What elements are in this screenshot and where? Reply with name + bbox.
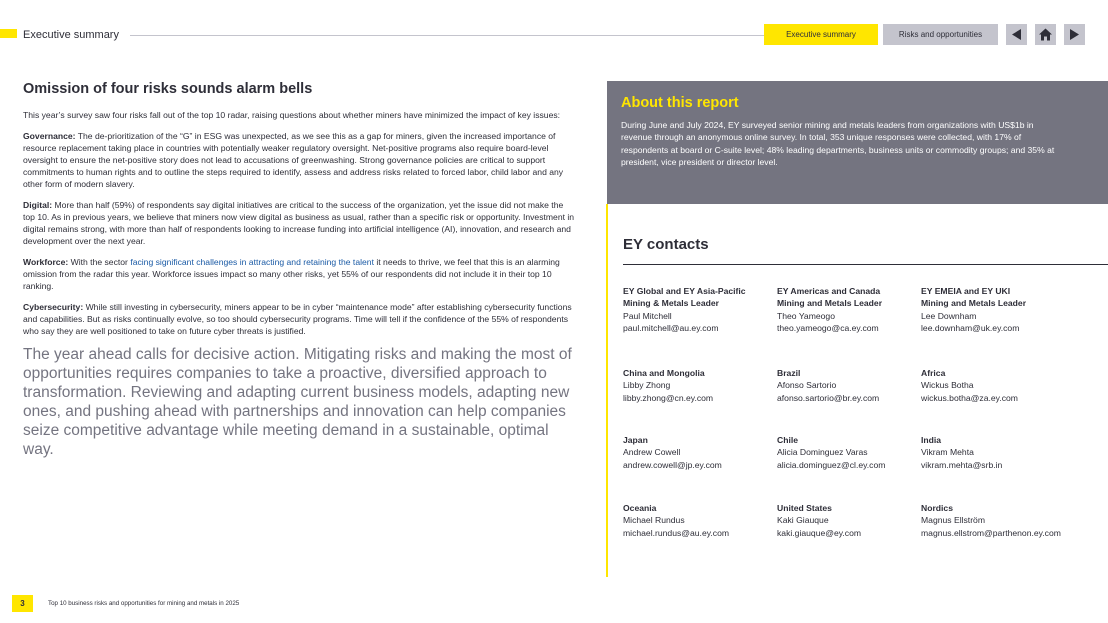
contacts-divider xyxy=(623,264,1108,265)
contact-card xyxy=(921,367,1018,404)
contact-name: Michael Rundus xyxy=(623,515,685,526)
contact-region: EY EMEIA and EY UKI xyxy=(921,286,1011,296)
about-text: During June and July 2024, EY surveyed senior mining and metals leaders from organizations with US$1b in revenue through an anonymous online survey. In total, 353 unique responses were collected, with 17% of respondents at board or C-suite level; 48% leading departments, business units or commodity groups; and 35% at president, vice president or director level. xyxy=(621,120,1055,168)
contact-name: Magnus Ellström xyxy=(921,515,985,526)
workforce-text-before: With the sector xyxy=(68,257,131,267)
contact-email[interactable]: andrew.cowell@jp.ey.com xyxy=(623,459,722,470)
contact-email[interactable]: paul.mitchell@au.ey.com xyxy=(623,323,719,334)
contacts-accent-bar xyxy=(606,204,608,577)
contact-card xyxy=(777,285,882,335)
digital-text: More than half (59%) of respondents say digital initiatives are critical to the success of the organization, yet the issue did not make the top 10. As in previous years, we believe that miners now view digital as business as usual, rather than a specific risk or opportunity. Investment in digital remains strong, with more than half of respondents looking to increase funding into artificial intelligence (AI), innovation, and research and development over the next year. xyxy=(23,200,575,246)
cybersecurity-label: Cybersecurity: xyxy=(23,302,84,312)
talent-link[interactable]: facing significant challenges in attracting and retaining the talent xyxy=(130,257,374,267)
governance-text: The de-prioritization of the “G” in ESG was unexpected, as we see this as a gap for miners, given the increased importance of resource replacement taking place in countries with potentially weaker regulatory oversight. Net-positive programs also require board-level oversight to ensure the net-positive story does not lead to accusations of greenwashing. Strong governance policies are critical to support commitments to human rights and to outline the steps required to identify, assess and address risks related to forced labor, child labor and any other form of modern slavery. xyxy=(23,131,564,189)
workforce-paragraph xyxy=(23,256,575,292)
contact-role: Mining and Metals Leader xyxy=(921,298,1027,309)
contact-region: Africa xyxy=(921,368,946,378)
contact-region: Chile xyxy=(777,435,799,445)
contact-email[interactable]: michael.rundus@au.ey.com xyxy=(623,527,730,538)
contact-card xyxy=(623,434,722,471)
main-article xyxy=(23,81,575,459)
cybersecurity-paragraph xyxy=(23,301,575,337)
contact-role: Mining & Metals Leader xyxy=(623,298,719,309)
contact-name: Lee Downham xyxy=(921,310,977,321)
section-marker xyxy=(0,29,17,38)
contact-card xyxy=(921,285,1026,335)
about-report-panel xyxy=(607,81,1108,204)
tab-executive-summary[interactable]: Executive summary xyxy=(764,24,878,45)
contact-name: Andrew Cowell xyxy=(623,447,681,458)
contact-name: Wickus Botha xyxy=(921,380,974,391)
contact-name: Alicia Dominguez Varas xyxy=(777,447,868,458)
tab-risks-and-opportunities[interactable]: Risks and opportunities xyxy=(883,24,998,45)
contact-name: Vikram Mehta xyxy=(921,447,974,458)
contact-region: Oceania xyxy=(623,503,657,513)
contact-card xyxy=(777,434,885,471)
digital-label: Digital: xyxy=(23,200,53,210)
contact-card xyxy=(921,502,1061,539)
contact-region: Japan xyxy=(623,435,648,445)
article-heading: Omission of four risks sounds alarm bells xyxy=(23,81,313,97)
footer-doc-title: Top 10 business risks and opportunities for mining and metals in 2025 xyxy=(48,600,240,607)
header-divider xyxy=(130,35,778,36)
contact-region: United States xyxy=(777,503,832,513)
contact-region: India xyxy=(921,435,942,445)
contact-name: Theo Yameogo xyxy=(777,310,835,321)
home-icon xyxy=(1039,28,1052,41)
contact-card xyxy=(623,367,713,404)
contact-card xyxy=(623,502,729,539)
contact-email[interactable]: magnus.ellstrom@parthenon.ey.com xyxy=(921,527,1061,538)
contact-email[interactable]: vikram.mehta@srb.in xyxy=(921,459,1003,470)
workforce-label: Workforce: xyxy=(23,257,69,267)
contact-region: Brazil xyxy=(777,368,801,378)
contact-email[interactable]: alicia.dominguez@cl.ey.com xyxy=(777,459,886,470)
contact-name: Paul Mitchell xyxy=(623,310,672,321)
contact-email[interactable]: kaki.giauque@ey.com xyxy=(777,527,862,538)
contact-region: China and Mongolia xyxy=(623,368,705,378)
contact-region: EY Global and EY Asia-Pacific xyxy=(623,286,746,296)
contact-role: Mining and Metals Leader xyxy=(777,298,883,309)
governance-label: Governance: xyxy=(23,131,76,141)
workforce-text-after: it needs to thrive, we feel that this is an alarming omission from the radar this year. Workforce issues impact so many other risks, yet 55% of our respondents did not include it in their top 10 ranking. xyxy=(23,257,560,291)
contact-email[interactable]: afonso.sartorio@br.ey.com xyxy=(777,392,880,403)
next-page-button[interactable] xyxy=(1064,24,1085,45)
previous-page-button[interactable] xyxy=(1006,24,1027,45)
cybersecurity-text: While still investing in cybersecurity, miners appear to be in cyber “maintenance mode” after establishing cybersecurity functions and capabilities. But as risks continually evolve, so too should cybersecurity programs. Time will tell if the confidence of the 55% of respondents who say they are well positioned to take on future cyber threats is justified. xyxy=(23,302,572,336)
contact-email[interactable]: wickus.botha@za.ey.com xyxy=(921,392,1018,403)
about-title: About this report xyxy=(621,95,739,111)
previous-arrow-icon xyxy=(1010,28,1023,41)
contact-card xyxy=(777,367,879,404)
contact-card xyxy=(777,502,861,539)
contact-name: Libby Zhong xyxy=(623,380,671,391)
digital-paragraph xyxy=(23,199,575,247)
section-title: Executive summary xyxy=(23,29,119,41)
pull-quote: The year ahead calls for decisive action. Mitigating risks and making the most of opportunities requires companies to take a proactive, diversified approach to transformation. Reviewing and adapting current business models, adapting new ones, and pushing ahead with partnerships and innovation can help companies seize competitive advantage while meeting demand in a sustainable, optimal way. xyxy=(23,346,572,458)
governance-paragraph xyxy=(23,130,575,190)
contacts-title: EY contacts xyxy=(623,236,709,253)
intro-paragraph: This year’s survey saw four risks fall out of the top 10 radar, raising questions about whether miners have minimized the impact of key issues: xyxy=(23,110,561,120)
contact-email[interactable]: lee.downham@uk.ey.com xyxy=(921,323,1020,334)
contact-email[interactable]: libby.zhong@cn.ey.com xyxy=(623,392,714,403)
page-number: 3 xyxy=(12,595,33,612)
contact-card xyxy=(623,285,746,335)
home-button[interactable] xyxy=(1035,24,1056,45)
contact-name: Afonso Sartorio xyxy=(777,380,837,391)
contact-name: Kaki Giauque xyxy=(777,515,829,526)
contact-email[interactable]: theo.yameogo@ca.ey.com xyxy=(777,323,879,334)
contact-region: Nordics xyxy=(921,503,953,513)
contact-region: EY Americas and Canada xyxy=(777,286,881,296)
next-arrow-icon xyxy=(1068,28,1081,41)
contact-card xyxy=(921,434,1002,471)
